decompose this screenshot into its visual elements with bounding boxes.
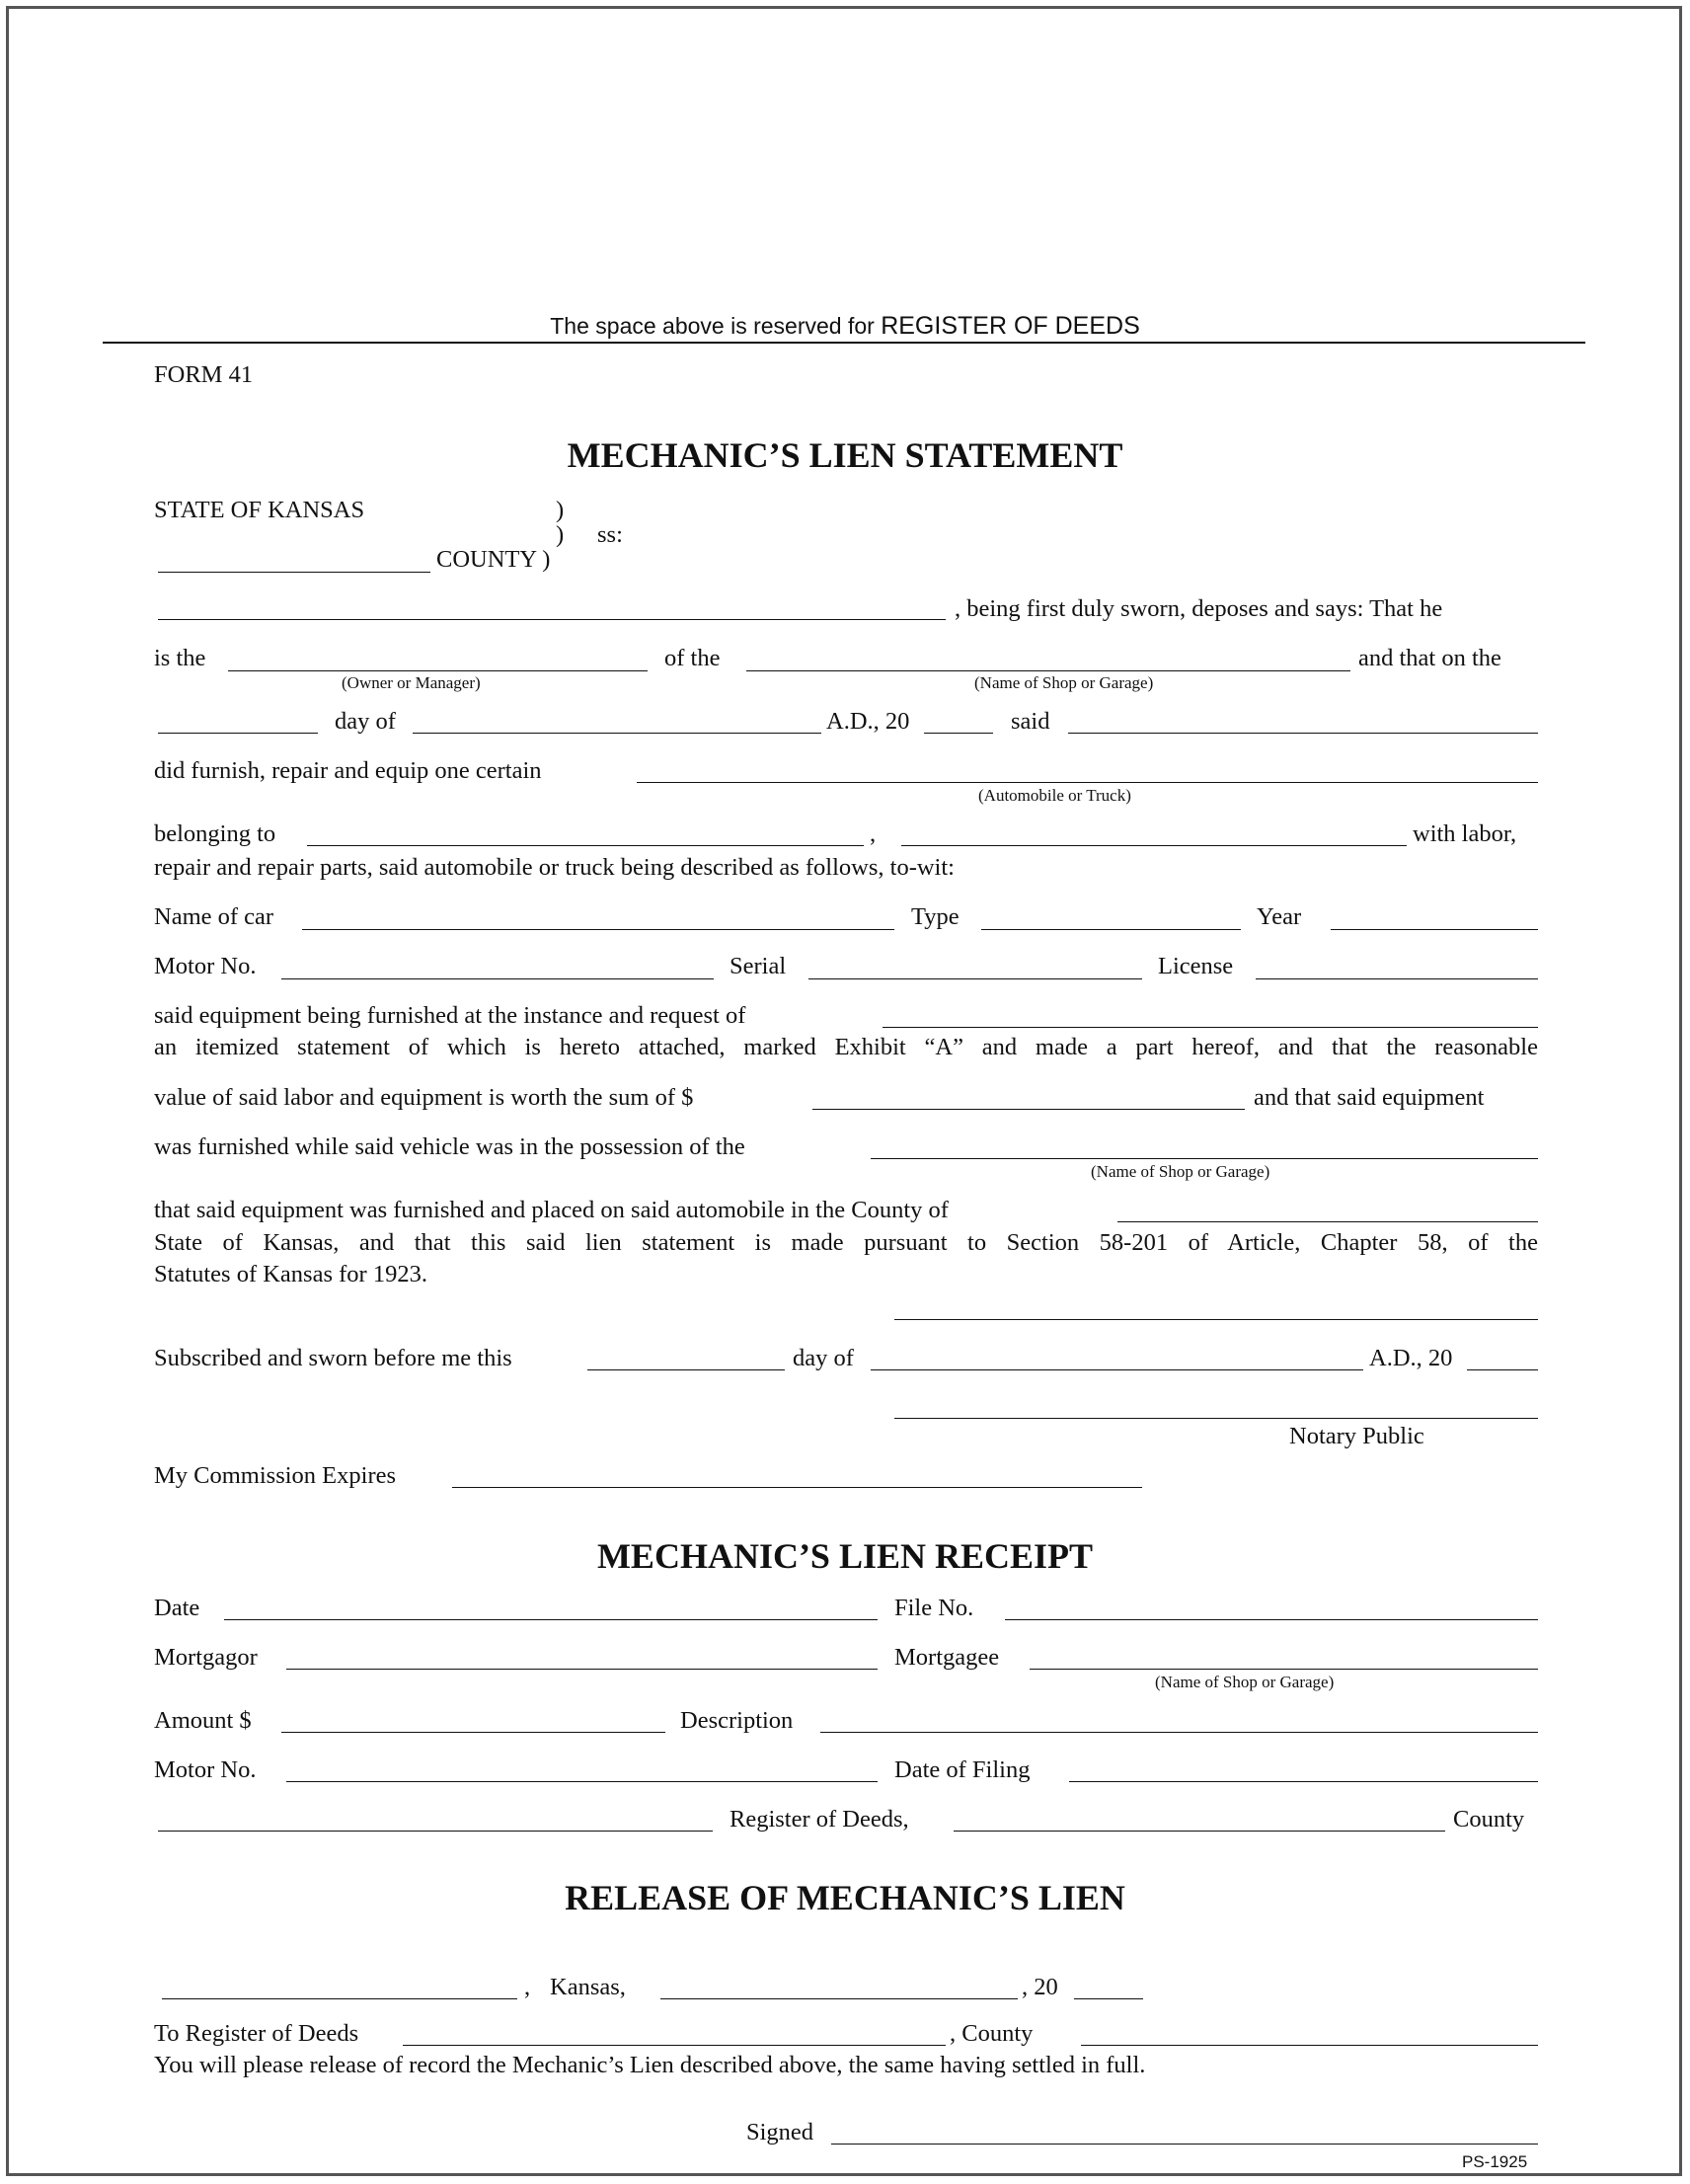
to-register-label: To Register of Deeds bbox=[154, 2020, 359, 2047]
receipt-amount-field[interactable] bbox=[281, 1732, 665, 1733]
day-field[interactable] bbox=[158, 733, 318, 734]
release-title: RELEASE OF MECHANIC’S LIEN bbox=[565, 1878, 1125, 1917]
mortgagor-field[interactable] bbox=[286, 1669, 878, 1670]
type-field[interactable] bbox=[981, 929, 1241, 930]
signed-field[interactable] bbox=[831, 2144, 1538, 2145]
possession-shop-field[interactable] bbox=[871, 1158, 1538, 1159]
type-label: Type bbox=[911, 903, 960, 930]
top-divider bbox=[103, 342, 1585, 344]
venue-bracket: ) bbox=[556, 521, 565, 548]
county-label: COUNTY ) bbox=[436, 546, 551, 573]
license-field[interactable] bbox=[1256, 978, 1538, 979]
county-of-text: that said equipment was furnished and placed on said automobile in the County of bbox=[154, 1197, 949, 1223]
furnish-text: did furnish, repair and equip one certain bbox=[154, 757, 542, 784]
subscribed-day-field[interactable] bbox=[587, 1369, 785, 1370]
affiant-name-field[interactable] bbox=[158, 619, 946, 620]
release-city-field[interactable] bbox=[162, 1998, 517, 1999]
mortgagee-label: Mortgagee bbox=[894, 1644, 1000, 1671]
is-the-label: is the bbox=[154, 645, 206, 671]
repair-text: repair and repair parts, said automobile or truck being described as follows, to-wit: bbox=[154, 854, 955, 881]
ad-label: A.D., 20 bbox=[826, 708, 910, 735]
belonging-comma: , bbox=[870, 820, 877, 847]
kansas-label: Kansas, bbox=[550, 1974, 626, 2000]
vehicle-type-field[interactable] bbox=[637, 782, 1538, 783]
requested-by-field[interactable] bbox=[883, 1027, 1538, 1028]
said-label: said bbox=[1011, 708, 1050, 735]
serial-field[interactable] bbox=[808, 978, 1142, 979]
statutes-text: Statutes of Kansas for 1923. bbox=[154, 1261, 427, 1287]
release-please-text: You will please release of record the Mechanic’s Lien described above, the same having settled in full. bbox=[154, 2052, 1146, 2078]
receipt-motor-no-label: Motor No. bbox=[154, 1756, 257, 1783]
subscribed-day-of-label: day of bbox=[793, 1345, 854, 1371]
county-of-field[interactable] bbox=[1117, 1221, 1538, 1222]
venue-bracket: ) bbox=[556, 497, 565, 523]
date-of-filing-label: Date of Filing bbox=[894, 1756, 1031, 1783]
of-the-label: of the bbox=[664, 645, 721, 671]
motor-no-field[interactable] bbox=[281, 978, 714, 979]
and-that-equipment-label: and that said equipment bbox=[1254, 1084, 1485, 1111]
state-section-text: State of Kansas, and that this said lien statement is made pursuant to Section 58-201 of Article, Chapter 58, of the bbox=[154, 1229, 1538, 1256]
subscribed-month-field[interactable] bbox=[871, 1369, 1363, 1370]
owner-manager-field[interactable] bbox=[228, 670, 648, 671]
ss-label: ss: bbox=[597, 521, 623, 548]
receipt-date-label: Date bbox=[154, 1595, 200, 1621]
vehicle-type-caption: (Automobile or Truck) bbox=[978, 786, 1131, 805]
to-register-field[interactable] bbox=[403, 2045, 946, 2046]
name-of-car-label: Name of car bbox=[154, 903, 274, 930]
owner-address-field[interactable] bbox=[901, 845, 1407, 846]
and-that-on-the-label: and that on the bbox=[1358, 645, 1501, 671]
shop-name-caption: (Name of Shop or Garage) bbox=[974, 673, 1154, 692]
name-of-car-field[interactable] bbox=[302, 929, 894, 930]
form-code: PS-1925 bbox=[1462, 2152, 1528, 2171]
receipt-date-field[interactable] bbox=[224, 1619, 878, 1620]
sworn-text: , being first duly sworn, deposes and says: That he bbox=[955, 595, 1443, 622]
statement-title: MECHANIC’S LIEN STATEMENT bbox=[567, 435, 1123, 475]
possession-shop-caption: (Name of Shop or Garage) bbox=[1091, 1162, 1270, 1181]
commission-field[interactable] bbox=[452, 1487, 1142, 1488]
year-label: Year bbox=[1257, 903, 1302, 930]
mortgagor-label: Mortgagor bbox=[154, 1644, 258, 1671]
release-county-label: , County bbox=[950, 2020, 1034, 2047]
affiant-signature-field[interactable] bbox=[894, 1319, 1538, 1320]
subscribed-ad-label: A.D., 20 bbox=[1369, 1345, 1453, 1371]
belonging-label: belonging to bbox=[154, 820, 276, 847]
year-field[interactable] bbox=[1331, 929, 1538, 930]
description-field[interactable] bbox=[820, 1732, 1538, 1733]
subscribed-text: Subscribed and sworn before me this bbox=[154, 1345, 512, 1371]
year-suffix-field[interactable] bbox=[924, 733, 993, 734]
register-county-field[interactable] bbox=[954, 1831, 1445, 1832]
possession-text: was furnished while said vehicle was in the possession of the bbox=[154, 1133, 745, 1160]
receipt-title: MECHANIC’S LIEN RECEIPT bbox=[596, 1536, 1094, 1576]
owner-name-field[interactable] bbox=[307, 845, 864, 846]
mortgagee-field[interactable] bbox=[1030, 1669, 1538, 1670]
release-comma: , bbox=[524, 1974, 531, 2000]
release-date-field[interactable] bbox=[660, 1998, 1018, 1999]
month-field[interactable] bbox=[413, 733, 821, 734]
twenty-label: , 20 bbox=[1022, 1974, 1058, 2000]
shop-name-field[interactable] bbox=[746, 670, 1350, 671]
description-label: Description bbox=[680, 1707, 794, 1734]
state-label: STATE OF KANSAS bbox=[154, 497, 365, 523]
receipt-motor-no-field[interactable] bbox=[286, 1781, 878, 1782]
mortgagee-caption: (Name of Shop or Garage) bbox=[1155, 1673, 1335, 1691]
release-county-field[interactable] bbox=[1081, 2045, 1538, 2046]
notary-label: Notary Public bbox=[1289, 1423, 1424, 1449]
signed-label: Signed bbox=[746, 2119, 814, 2145]
form-number: FORM 41 bbox=[154, 361, 254, 388]
county-label-receipt: County bbox=[1453, 1806, 1525, 1833]
subscribed-year-field[interactable] bbox=[1467, 1369, 1538, 1370]
amount-label: Amount $ bbox=[154, 1707, 252, 1734]
release-year-field[interactable] bbox=[1074, 1998, 1143, 1999]
file-no-label: File No. bbox=[894, 1595, 974, 1621]
file-no-field[interactable] bbox=[1005, 1619, 1538, 1620]
notary-signature-field[interactable] bbox=[894, 1418, 1538, 1419]
commission-label: My Commission Expires bbox=[154, 1462, 397, 1489]
register-of-deeds-label: Register of Deeds, bbox=[730, 1806, 909, 1833]
said-field[interactable] bbox=[1068, 733, 1538, 734]
county-field[interactable] bbox=[158, 572, 430, 573]
itemized-text: an itemized statement of which is hereto attached, marked Exhibit “A” and made a part hereof, and that the reasonable bbox=[154, 1034, 1538, 1060]
serial-label: Serial bbox=[730, 953, 787, 979]
owner-manager-caption: (Owner or Manager) bbox=[342, 673, 481, 692]
license-label: License bbox=[1158, 953, 1234, 979]
date-of-filing-field[interactable] bbox=[1069, 1781, 1538, 1782]
value-text: value of said labor and equipment is worth the sum of $ bbox=[154, 1084, 694, 1111]
day-of-label: day of bbox=[335, 708, 396, 735]
register-name-field[interactable] bbox=[158, 1831, 713, 1832]
instance-text: said equipment being furnished at the instance and request of bbox=[154, 1002, 746, 1029]
reserved-space-note: The space above is reserved for REGISTER OF DEEDS bbox=[550, 312, 1140, 340]
with-labor-label: with labor, bbox=[1413, 820, 1517, 847]
motor-no-label: Motor No. bbox=[154, 953, 257, 979]
amount-field[interactable] bbox=[812, 1109, 1245, 1110]
